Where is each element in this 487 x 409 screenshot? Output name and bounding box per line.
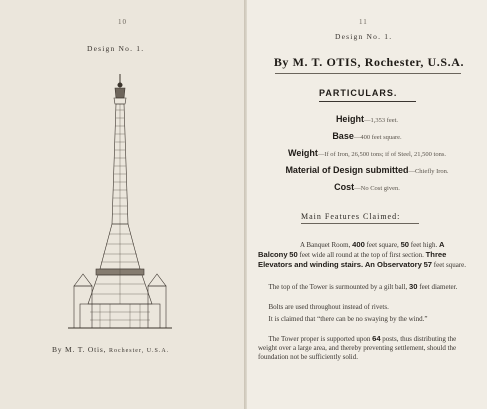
features-underline [301,223,419,224]
feature-paragraph: Bolts are used throughout instead of rivets. [268,303,389,311]
heading-rule [275,73,461,74]
tower-illustration [60,74,180,334]
right-page [247,0,487,409]
particular-cost: Cost—No Cost given. [334,182,400,192]
feature-paragraph: It is claimed that “there can be no swaying by the wind.” [268,315,428,323]
particulars-underline [319,101,416,102]
design-caption: Design No. 1. [87,44,145,53]
page-number: 11 [359,18,368,26]
particular-weight: Weight—If of Iron, 26,500 tons; if of Steel, 21,500 tons. [287,148,447,158]
particulars-title: PARTICULARS. [319,88,398,98]
tower-caption [52,345,169,354]
page-number: 10 [118,18,127,26]
particular-height: Height—1,353 feet. [335,114,399,124]
feature-paragraph: A Banquet Room, 400 feet square, 50 feet high. A Balcony 50 feet wide all round at the top of first section. Three Elevators and winding stairs. An Observatory 57 feet square. [258,240,467,269]
caption-place: Rochester, U.S.A. [108,348,170,354]
particular-material: Material of Design submitted—Chiefly Iron. [285,165,449,175]
caption-author: By M. T. Otis, [52,345,107,354]
design-caption: Design No. 1. [335,32,393,41]
particular-base: Base—400 feet square. [332,131,402,141]
feature-paragraph: The Tower proper is supported upon 64 posts, thus distributing the weight over a large area, and thereby preventing settlement, should the foundation not be sufficiently solid. [258,334,457,361]
features-title: Main Features Claimed: [301,212,401,221]
feature-paragraph: The top of the Tower is surmounted by a gilt ball, 30 feet diameter. [268,282,458,291]
page-heading: By M. T. OTIS, Rochester, U.S.A. [273,55,465,69]
